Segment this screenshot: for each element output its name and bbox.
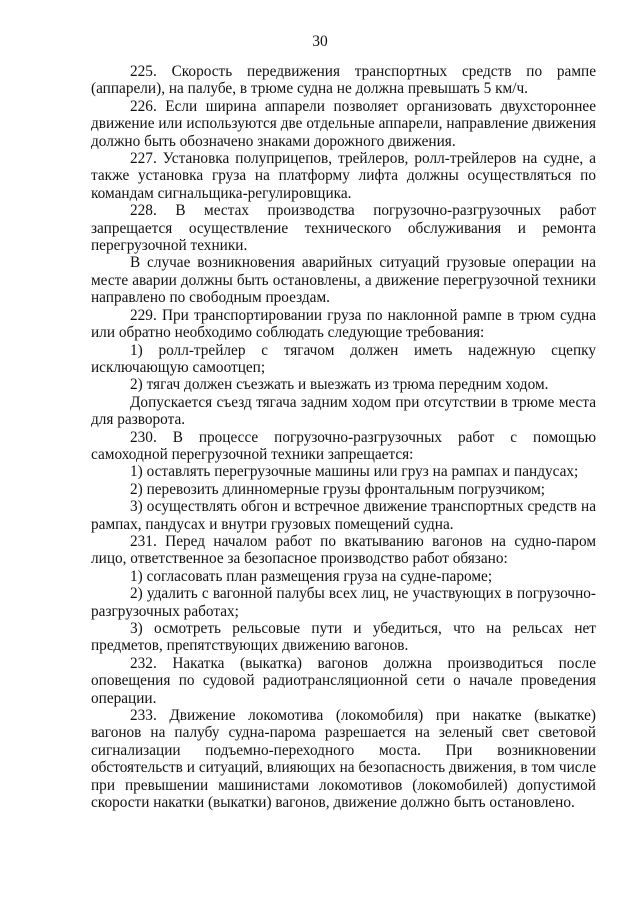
list-item-231-2: 2) удалить с вагонной палубы всех лиц, не участвующих в погрузочно-разгрузочных работах;: [91, 585, 596, 620]
list-item-230-2: 2) перевозить длинномерные грузы фронтальным погрузчиком;: [130, 480, 546, 498]
paragraph-228-emergency: В случае возникновения аварийных ситуаций грузовые операции на месте аварии должны быть остановлены, а движение перегрузочной техники направлено по свободным проездам.: [91, 254, 596, 307]
paragraph-229: 229. При транспортировании груза по наклонной рампе в трюм судна или обратно необходимо соблюдать следующие требования:: [91, 306, 596, 342]
paragraph-229-note: Допускается съезд тягача задним ходом при отсутствии в трюме места для разворота.: [91, 393, 596, 429]
paragraph-228: 228. В местах производства погрузочно-разгрузочных работ запрещается осуществление технического обслуживания и ремонта перегрузочной техники.: [91, 202, 596, 255]
paragraph-230: 230. В процессе погрузочно-разгрузочных работ с помощью самоходной перегрузочной техники запрещается:: [91, 428, 596, 463]
list-item-231-3: 3) осмотреть рельсовые пути и убедиться, что на рельсах нет предметов, препятствующих движению вагонов.: [91, 620, 596, 655]
list-item-230-1: 1) оставлять перегрузочные машины или груз на рампах и пандусах;: [130, 463, 579, 481]
list-item-230-3: 3) осуществлять обгон и встречное движение транспортных средств на рампах, пандусах и внутри грузовых помещений судна.: [91, 498, 596, 533]
list-item-229-1: 1) ролл-трейлер с тягачом должен иметь надежную сцепку исключающую самоотцеп;: [91, 341, 596, 376]
list-item-229-2: 2) тягач должен съезжать и выезжать из трюма передним ходом.: [130, 376, 549, 394]
paragraph-227: 227. Установка полуприцепов, трейлеров, ролл-трейлеров на судне, а также установка груза на платформу лифта должны осуществляться по командам сигнальщика-регулировщика.: [91, 150, 596, 202]
page-number: 30: [312, 33, 328, 50]
paragraph-226: 226. Если ширина аппарели позволяет организовать двухстороннее движение или используются две отдельные аппарели, направление движения должно быть обозначено знаками дорожного движения.: [91, 97, 596, 150]
paragraph-231: 231. Перед началом работ по вкатыванию вагонов на судно-паром лицо, ответственное за безопасное производство работ обязано:: [91, 532, 596, 568]
paragraph-232: 232. Накатка (выкатка) вагонов должна производиться после оповещения по судовой радиотрансляционной сети о начале проведения операции.: [91, 654, 596, 707]
document-body: [91, 63, 596, 811]
paragraph-225: 225. Скорость передвижения транспортных средств по рампе (аппарели), на палубе, в трюме судна не должна превышать 5 км/ч.: [91, 63, 596, 98]
list-item-231-1: 1) согласовать план размещения груза на судне-пароме;: [130, 567, 493, 585]
paragraph-233: 233. Движение локомотива (локомобиля) при накатке (выкатке) вагонов на палубу судна-парома разрешается на зеленый свет световой сигнализации подъемно-переходного моста. При возникновении обстоятельств и ситуаций, влияющих на безопасность движения, в том числе при превышении машинистами локомотивов (локомобилей) допустимой скорости накатки (выкатки) вагонов, движение должно быть остановлено.: [91, 707, 596, 812]
